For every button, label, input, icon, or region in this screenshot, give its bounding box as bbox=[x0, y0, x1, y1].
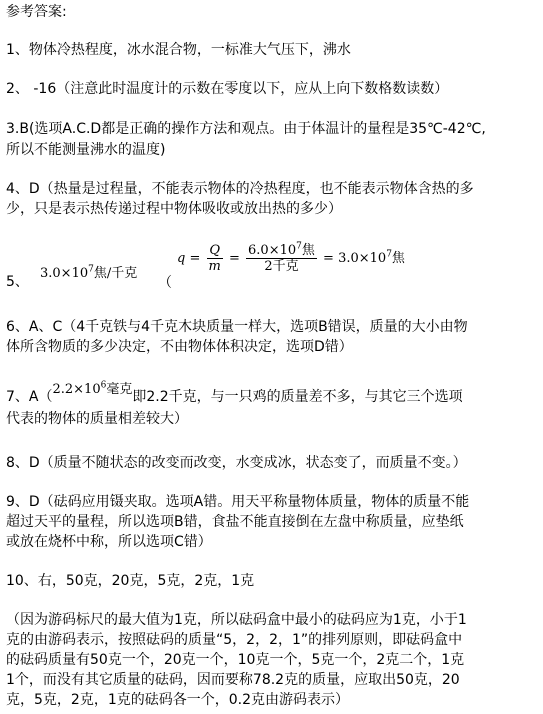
answer-10-explanation-5: 克，5克，2克，1克的砝码各一个，0.2克由游码表示） bbox=[6, 692, 349, 708]
answer-7-rest: 即2.2千克，与一只鸡的质量差不多，与其它三个选项 bbox=[132, 389, 463, 405]
answer-10-explanation-3: 的砝码质量有50克一个，20克一个，10克一个，5克一个，2克二个，1克 bbox=[6, 652, 465, 668]
answer-5-exponent: 7 bbox=[88, 264, 94, 275]
answer-5-value bbox=[40, 266, 137, 282]
fraction-numerator-value: $6.0\times 10^7$焦 bbox=[248, 241, 315, 258]
answer-3-line-2: 所以不能测量沸水的温度) bbox=[6, 142, 166, 158]
answer-7-line-1 bbox=[6, 380, 463, 406]
answer-5-mantissa: 3.0×10 bbox=[40, 266, 89, 281]
fraction-values bbox=[246, 243, 317, 274]
fraction-q-over-m bbox=[207, 243, 223, 274]
answer-10-explanation-2: 克的由游码表示，按照砝码的质量“5，2，2，1”的排列原则，即砝码盒中 bbox=[6, 632, 463, 648]
answer-4-line-2: 少，只是表示热传递过程中物体吸收或放出热的多少） bbox=[6, 201, 342, 217]
answer-9-line-3: 或放在烧杯中称，所以选项C错） bbox=[6, 534, 212, 550]
fraction-denominator-m: m bbox=[208, 259, 221, 274]
answer-10-explanation-4: 1个，而没有其它质量的砝码，因而要称78.2克的质量，应取出50克，20 bbox=[6, 672, 460, 688]
formula-equals-2: = bbox=[228, 251, 240, 266]
answer-7-prefix: 7、A（ bbox=[6, 389, 53, 405]
answer-5-unit: 焦/千克 bbox=[93, 266, 138, 281]
fraction-numerator-q: Q bbox=[207, 243, 223, 259]
answer-5-prefix: 5、 bbox=[6, 274, 29, 290]
formula-equals-1: = bbox=[189, 251, 201, 266]
answer-8: 8、D（质量不随状态的改变而改变，水变成冰，状态变了，而质量不变。） bbox=[6, 455, 467, 471]
answer-3-line-1: 3.B(选项A.C.D都是正确的操作方法和观点。由于体温计的量程是35℃-42℃, bbox=[6, 121, 486, 137]
answer-9-line-1: 9、D（砝码应用镊夹取。选项A错。用天平称量物体质量，物体的质量不能 bbox=[6, 494, 470, 510]
answer-10-line-1: 10、右，50克，20克，5克，2克，1克 bbox=[6, 573, 255, 589]
answer-5-formula bbox=[177, 243, 405, 274]
fraction-denominator-value: 2千克 bbox=[264, 259, 299, 274]
formula-equals-3: = bbox=[323, 251, 334, 266]
answer-5-paren-open: （ bbox=[158, 275, 172, 291]
answer-2: 2、 -16（注意此时温度计的示数在零度以下，应从上向下数格数读数） bbox=[6, 81, 449, 97]
answer-1: 1、物体冷热程度，冰水混合物，一标准大气压下，沸水 bbox=[6, 42, 351, 58]
answer-4-line-1: 4、D（热量是过程量，不能表示物体的冷热程度，也不能表示物体含热的多 bbox=[6, 181, 474, 197]
answer-6-line-2: 体所含物质的多少决定，不由物体体积决定，选项D错） bbox=[6, 339, 353, 355]
formula-result: $3.0\times 10^7$焦 bbox=[338, 249, 405, 266]
answer-9-line-2: 超过天平的量程，所以选项B错，食盐不能直接倒在左盘中称质量，应垫纸 bbox=[6, 514, 464, 530]
answer-6-line-1: 6、A、C（4千克铁与4千克木块质量一样大，选项B错误，质量的大小由物 bbox=[6, 319, 468, 335]
answer-7-value: $2.2\times 10^6$毫克 bbox=[52, 380, 133, 397]
answer-7-line-2: 代表的物体的质量相差较大） bbox=[6, 411, 188, 427]
title: 参考答案: bbox=[6, 4, 67, 20]
formula-q: q bbox=[177, 251, 186, 266]
answer-10-explanation-1: （因为游码标尺的最大值为1克，所以砝码盒中最小的砝码应为1克，小于1 bbox=[6, 612, 467, 628]
